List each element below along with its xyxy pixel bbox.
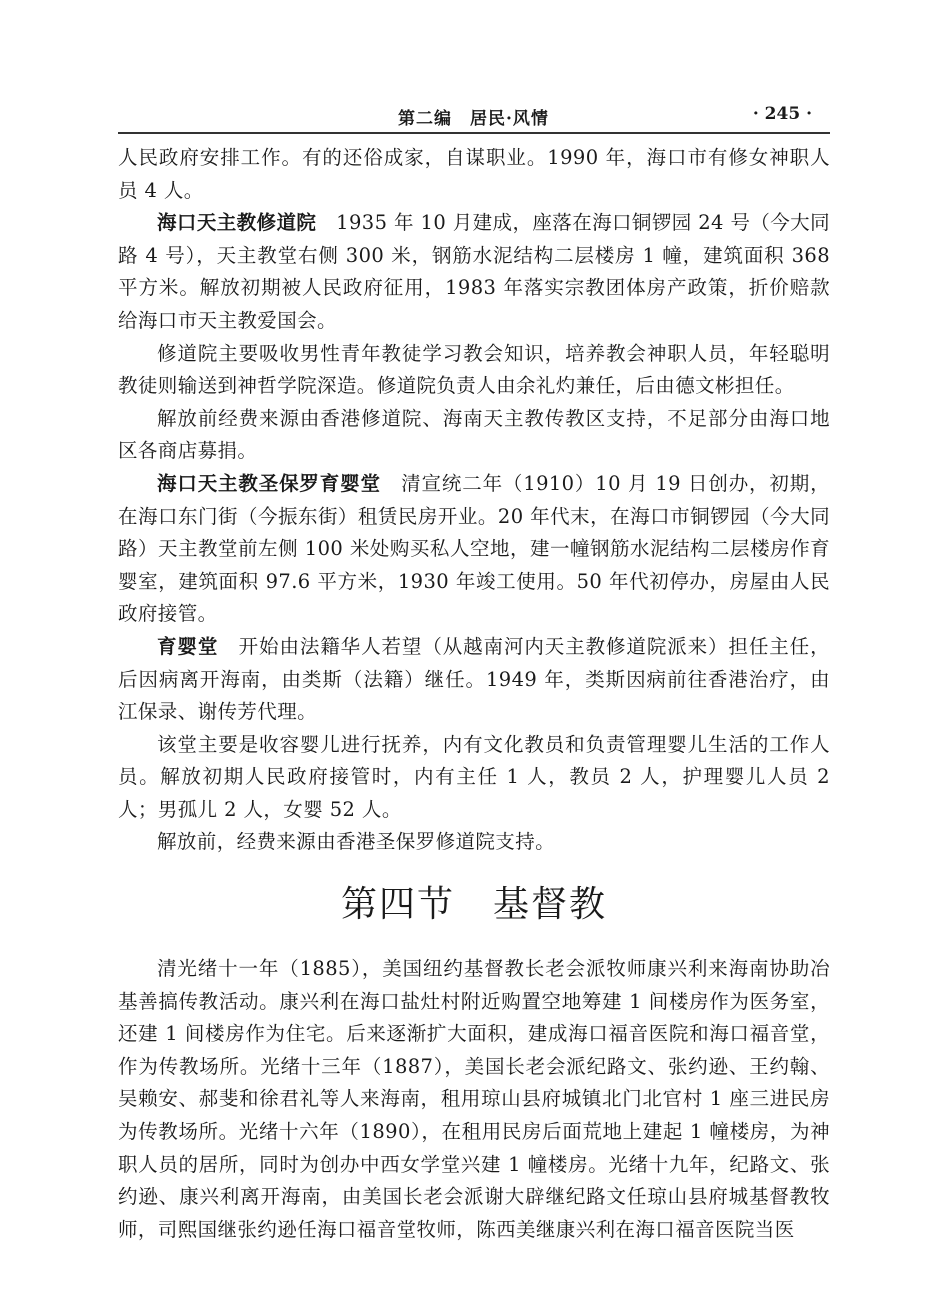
paragraph: 解放前，经费来源由香港圣保罗修道院支持。: [157, 830, 556, 854]
paragraph-monastery: 海口天主教修道院 1935 年 10 月建成，座落在海口铜锣园 24 号（今大同路 4 号），天主教堂右侧 300 米，钢筋水泥结构二层楼房 1 幢，建筑面积 368 平方米。解放初期被人民政府征用，1983 年落实宗教团体房产政策，折价赔款给海口市天主教爱国会。: [118, 211, 830, 332]
page-body: [118, 142, 830, 1246]
entry-heading: 海口天主教圣保罗育婴堂: [157, 471, 381, 495]
paragraph: 解放前经费来源由香港修道院、海南天主教传教区支持，不足部分由海口地区各商店募捐。: [118, 406, 830, 463]
paragraph: 修道院主要吸收男性青年教徒学习教会知识，培养教会神职人员，年轻聪明教徒则输送到神哲学院深造。修道院负责人由余礼灼兼任，后由德文彬担任。: [118, 341, 830, 398]
section-heading: [118, 884, 830, 926]
page-number: · 245 ·: [752, 104, 812, 124]
paragraph: 清光绪十一年（1885），美国纽约基督教长老会派牧师康兴利来海南协助冶基善搞传教活动。康兴利在海口盐灶村附近购置空地筹建 1 间楼房作为医务室，还建 1 间楼房作为住宅。后来逐渐扩大面积，建成海口福音医院和海口福音堂，作为传教场所。光绪十三年（1887），美国长老会派纪路文、张约逊、王约翰、吴赖安、郝斐和徐君礼等人来海南，租用琼山县府城镇北门北官村 1 座三进民房为传教场所。光绪十六年（1890），在租用民房后面荒地上建起 1 幢楼房，为神职人员的居所，同时为创办中西女学堂兴建 1 幢楼房。光绪十九年，纪路文、张约逊、康兴利离开海南，由美国长老会派谢大辟继纪路文任琼山县府城基督教牧师，司熙国继张约逊任海口福音堂牧师，陈西美继康兴利在海口福音医院当医: [118, 957, 830, 1241]
paragraph: 该堂主要是收容婴儿进行抚养，内有文化教员和负责管理婴儿生活的工作人员。解放初期人民政府接管时，内有主任 1 人，教员 2 人，护理婴儿人员 2 人；男孤儿 2 人，女婴 52 人。: [118, 732, 830, 821]
paragraph: 人民政府安排工作。有的还俗成家，自谋职业。1990 年，海口市有修女神职人员 4 人。: [118, 146, 830, 202]
header-rule: [118, 132, 830, 134]
entry-heading: 育婴堂: [157, 634, 219, 658]
entry-heading: 海口天主教修道院: [157, 211, 317, 235]
paragraph-nursery: 育婴堂 开始由法籍华人若望（从越南河内天主教修道院派来）担任主任，后因病离开海南，由类斯（法籍）继任。1949 年，类斯因病前往香港治疗，由江保录、谢传芳代理。: [118, 634, 830, 724]
running-title: 第二编 居民·风情: [398, 109, 549, 129]
section-title: 基督教: [493, 884, 608, 926]
paragraph-orphanage: 海口天主教圣保罗育婴堂 清宣统二年（1910）10 月 19 日创办，初期，在海口东门街（今振东街）租赁民房开业。20 年代末，在海口市铜锣园（今大同路）天主教堂前左侧 100 米处购买私人空地，建一幢钢筋水泥结构二层楼房作育婴室，建筑面积 97.6 平方米，1930 年竣工使用。50 年代初停办，房屋由人民政府接管。: [118, 471, 830, 626]
section-number: 第四节: [340, 884, 455, 926]
page-header: [118, 96, 830, 136]
